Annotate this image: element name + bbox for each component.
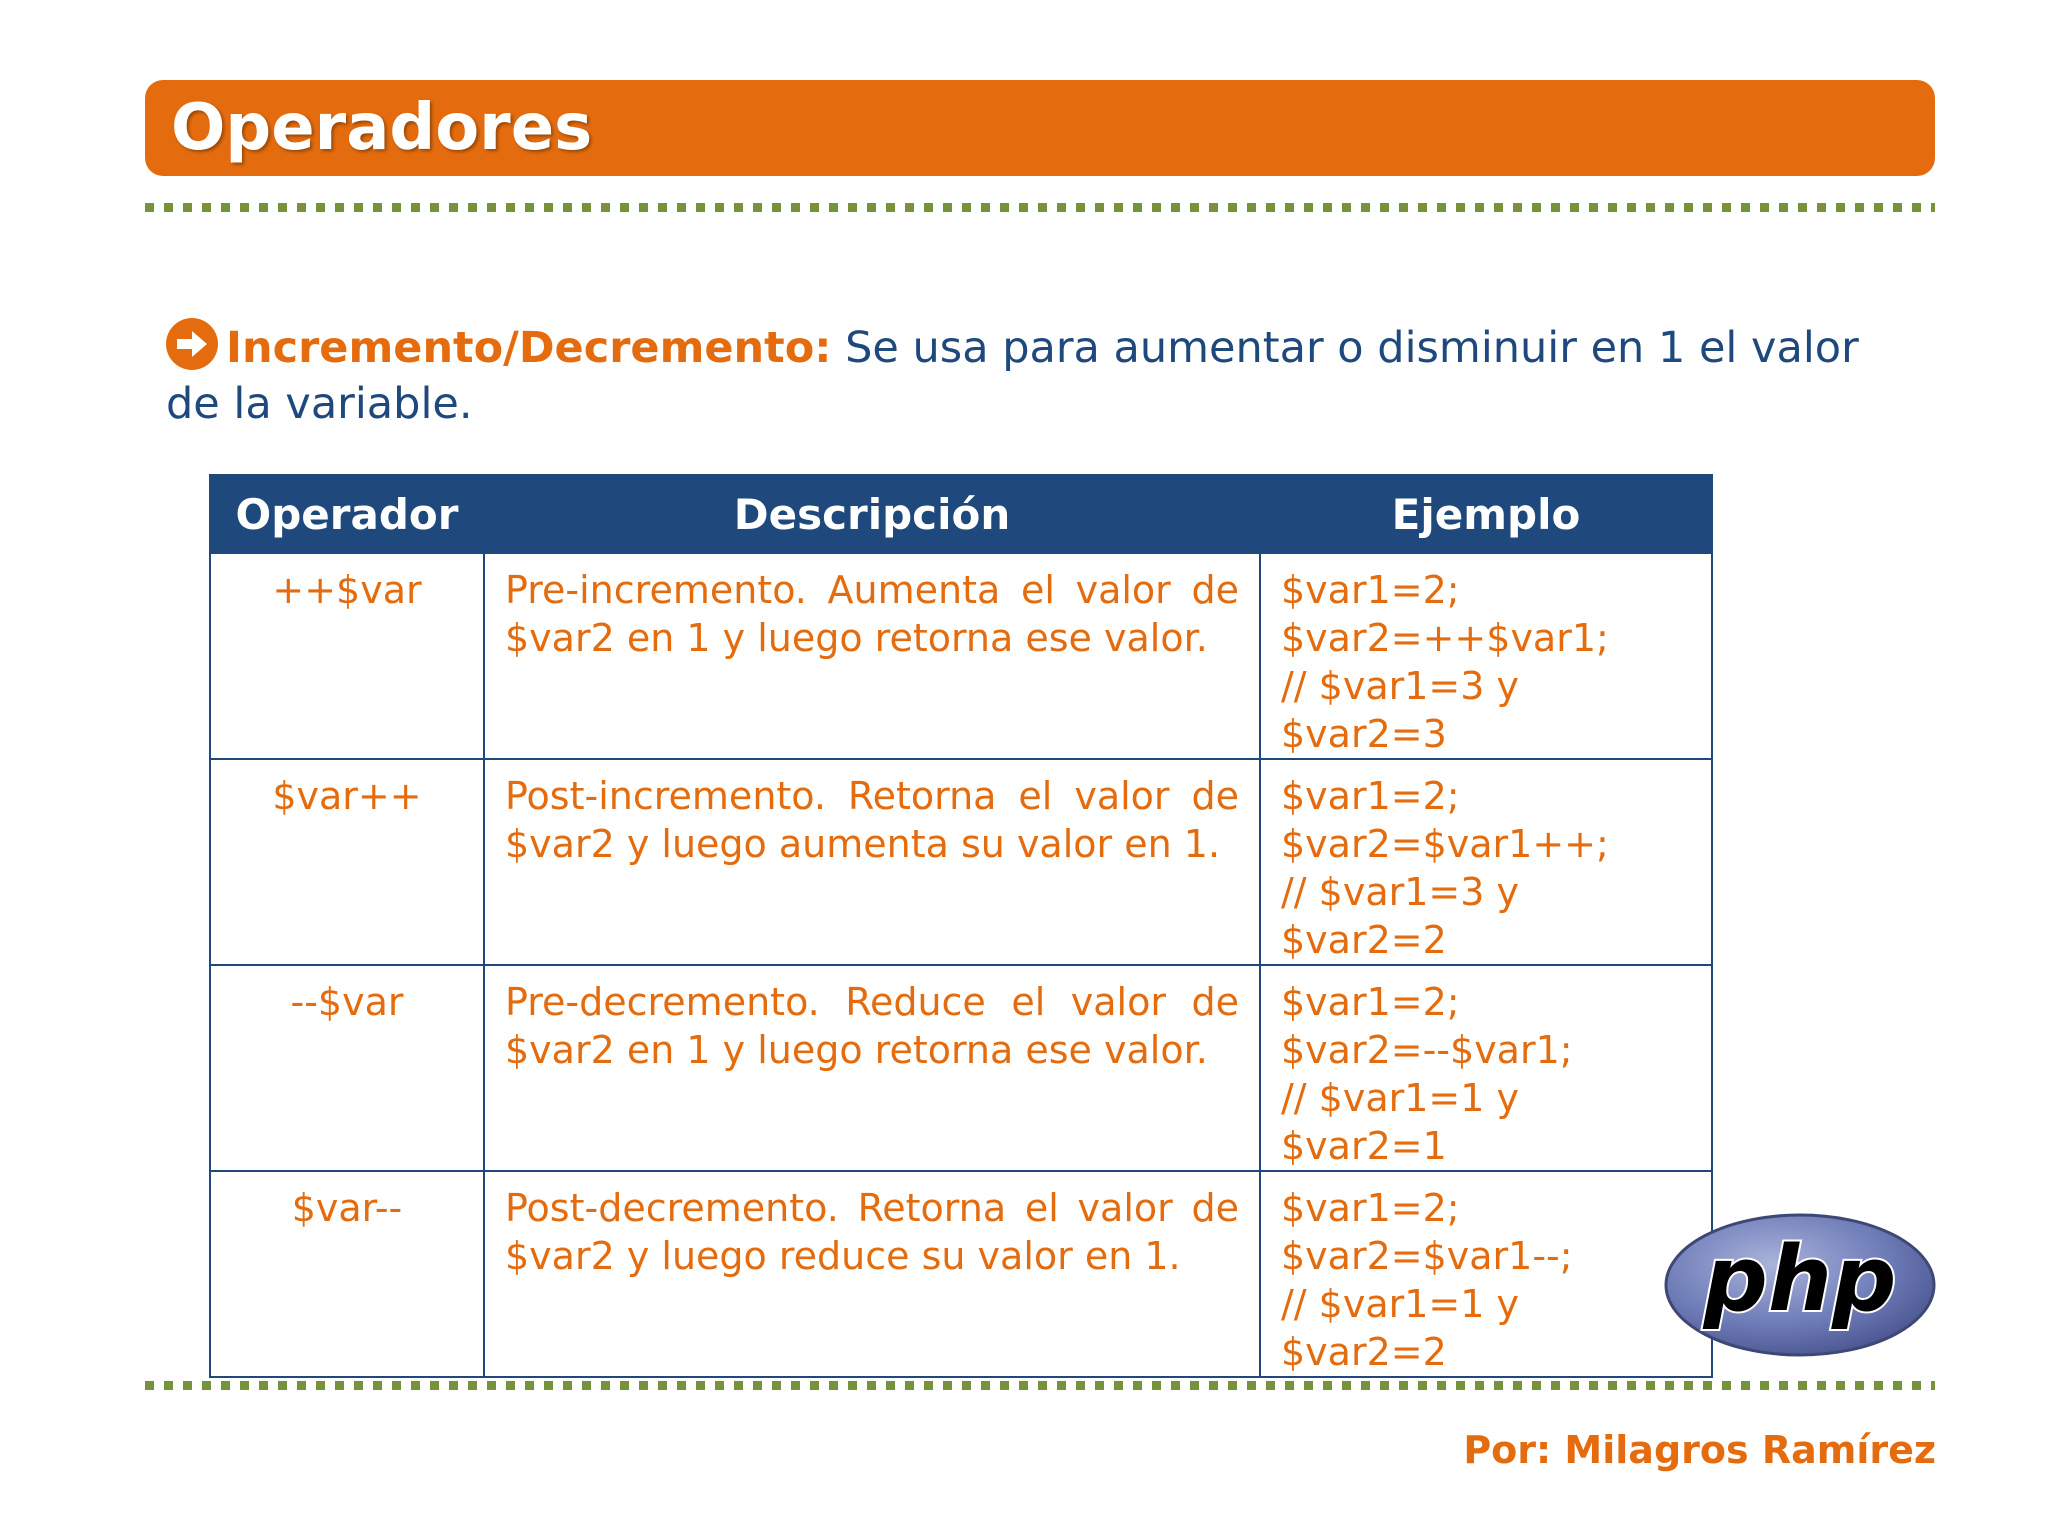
example-line: $var2=--$var1; [1281, 1028, 1573, 1072]
operator-cell: $var-- [210, 1171, 484, 1377]
example-cell [1260, 1171, 1712, 1377]
example-cell [1260, 553, 1712, 759]
example-cell [1260, 759, 1712, 965]
title-bar [145, 80, 1935, 176]
operator-cell: $var++ [210, 759, 484, 965]
intro-text: Se usa para aumentar o disminuir en 1 el valor de la variable. [166, 323, 1859, 429]
operators-table [209, 474, 1713, 1378]
example-line: $var1=2; [1281, 774, 1460, 818]
description-cell: Post-decremento. Retorna el valor de $var2 y luego reduce su valor en 1. [484, 1171, 1260, 1377]
description-cell: Pre-decremento. Reduce el valor de $var2 en 1 y luego retorna ese valor. [484, 965, 1260, 1171]
example-cell [1260, 965, 1712, 1171]
table-row [210, 553, 1712, 759]
example-line: $var2=++$var1; [1281, 616, 1609, 660]
example-line: $var1=2; [1281, 568, 1460, 612]
dotted-divider-top [145, 203, 1935, 212]
example-line: // $var1=3 y $var2=2 [1281, 870, 1520, 962]
example-line: $var2=$var1--; [1281, 1234, 1573, 1278]
operator-cell: --$var [210, 965, 484, 1171]
dotted-divider-bottom [145, 1381, 1935, 1390]
description-cell: Pre-incremento. Aumenta el valor de $var2 en 1 y luego retorna ese valor. [484, 553, 1260, 759]
intro-paragraph [166, 318, 1926, 432]
header-descripcion: Descripción [484, 475, 1260, 553]
php-logo-icon [1660, 1210, 1940, 1360]
example-line: $var2=$var1++; [1281, 822, 1609, 866]
description-cell: Post-incremento. Retorna el valor de $var2 y luego aumenta su valor en 1. [484, 759, 1260, 965]
example-line: $var1=2; [1281, 980, 1460, 1024]
table-header-row [210, 475, 1712, 553]
arrow-right-circle-icon [166, 318, 218, 370]
table-row [210, 759, 1712, 965]
php-logo-text: php [1703, 1227, 1897, 1332]
example-line: // $var1=3 y $var2=3 [1281, 664, 1520, 756]
intro-term: Incremento/Decremento: [226, 323, 832, 373]
table-row [210, 965, 1712, 1171]
operator-cell: ++$var [210, 553, 484, 759]
header-ejemplo: Ejemplo [1260, 475, 1712, 553]
table-row [210, 1171, 1712, 1377]
example-line: // $var1=1 y $var2=2 [1281, 1282, 1520, 1374]
header-operador: Operador [210, 475, 484, 553]
example-line: // $var1=1 y $var2=1 [1281, 1076, 1520, 1168]
author-credit: Por: Milagros Ramírez [1463, 1428, 1936, 1472]
example-line: $var1=2; [1281, 1186, 1460, 1230]
slide-title: Operadores [171, 91, 593, 165]
